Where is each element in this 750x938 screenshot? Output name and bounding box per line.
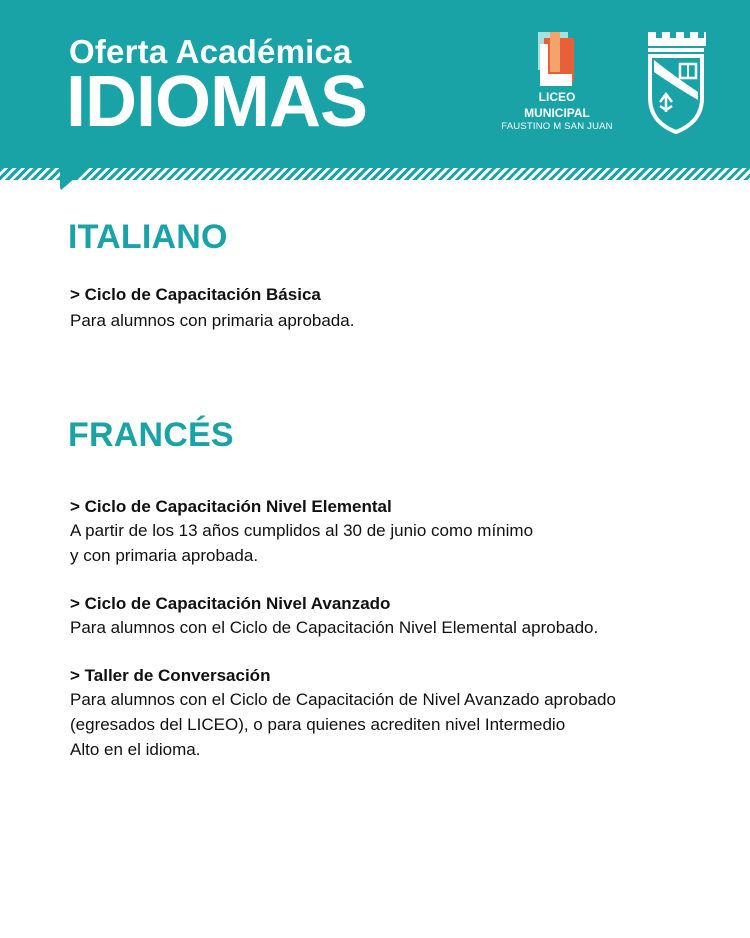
item-desc-capacitacion-basica: Para alumnos con primaria aprobada. xyxy=(70,311,355,330)
item-title-taller-conversacion: > Taller de Conversación xyxy=(70,666,271,685)
item-desc-taller-conversacion-1: Para alumnos con el Ciclo de Capacitación de Nivel Avanzado aprobado xyxy=(70,690,616,709)
city-crest-icon xyxy=(644,30,708,134)
striped-divider xyxy=(0,168,750,180)
section-title-italiano: ITALIANO xyxy=(68,218,228,256)
logo-line-3: FAUSTINO M SAN JUAN xyxy=(501,121,613,132)
item-desc-nivel-elemental-1: A partir de los 13 años cumplidos al 30 de junio como mínimo xyxy=(70,521,534,540)
page-title: IDIOMAS xyxy=(66,62,368,142)
page-subtitle: Oferta Académica xyxy=(69,33,352,70)
item-desc-taller-conversacion-2: (egresados del LICEO), o para quienes acrediten nivel Intermedio xyxy=(70,715,566,734)
liceo-logo xyxy=(497,30,617,142)
liceo-logo-icon xyxy=(536,30,578,88)
item-desc-nivel-elemental-2: y con primaria aprobada. xyxy=(70,546,259,565)
item-title-nivel-elemental: > Ciclo de Capacitación Nivel Elemental xyxy=(70,497,392,516)
item-title-capacitacion-basica: > Ciclo de Capacitación Básica xyxy=(70,285,321,304)
section-title-frances: FRANCÉS xyxy=(68,416,234,454)
item-title-nivel-avanzado: > Ciclo de Capacitación Nivel Avanzado xyxy=(70,594,391,613)
item-desc-taller-conversacion-3: Alto en el idioma. xyxy=(70,740,201,759)
logo-line-2: MUNICIPAL xyxy=(524,106,590,120)
item-desc-nivel-avanzado: Para alumnos con el Ciclo de Capacitación Nivel Elemental aprobado. xyxy=(70,618,599,637)
logo-line-1: LICEO xyxy=(538,90,576,104)
